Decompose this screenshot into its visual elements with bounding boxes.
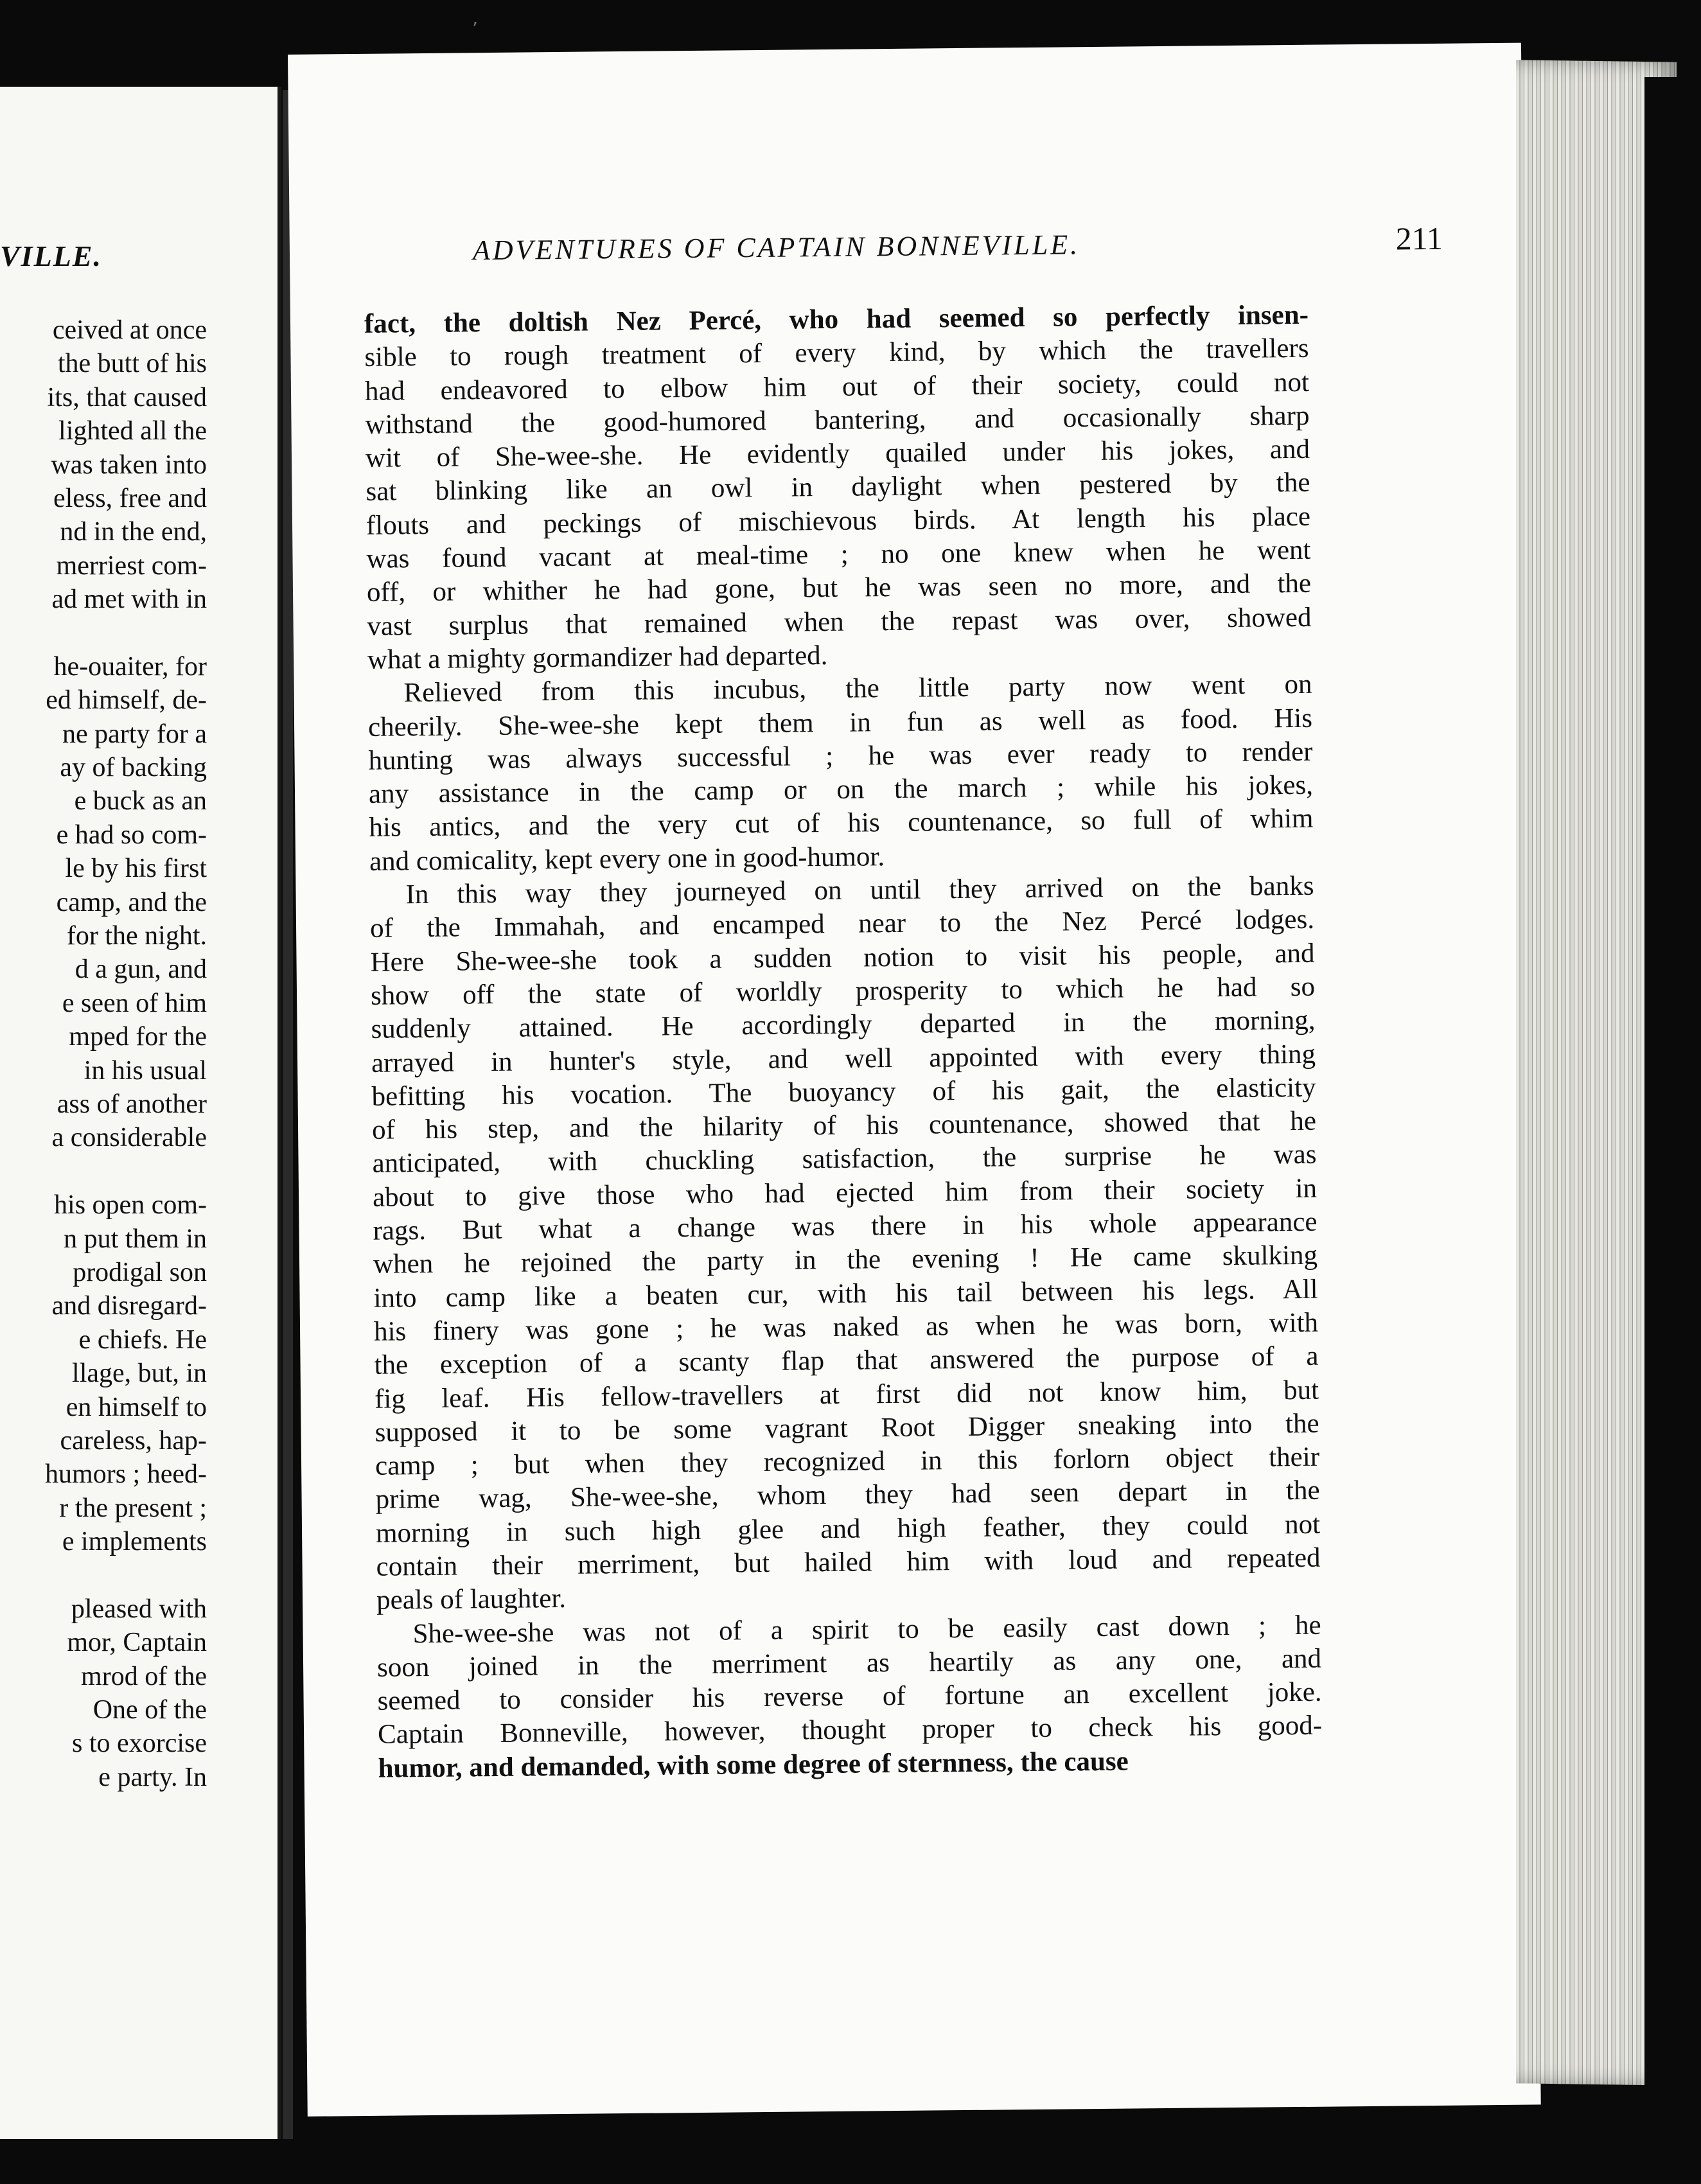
text-line: of his step, and the hilarity of his countenance, showed that he — [371, 1105, 1317, 1145]
text-line: arrayed in hunter's style, and well appointed with every thing — [371, 1039, 1316, 1079]
left-text-line: he-ouaiter, for — [53, 651, 207, 682]
text-line: She-wee-she was not of a spirit to be easily cast down ; he — [412, 1610, 1321, 1649]
left-text-line: its, that caused — [47, 382, 207, 412]
left-text-line: camp, and the — [56, 887, 207, 917]
text-line: In this way they journeyed on until they arrived on the banks — [405, 870, 1314, 910]
text-line: supposed it to be some vagrant Root Digger sneaking into the — [375, 1408, 1319, 1448]
text-line: his finery was gone ; he was naked as when he was born, with — [373, 1307, 1319, 1347]
left-text-line: ceived at once — [52, 315, 207, 345]
left-text-line: mor, Captain — [67, 1628, 207, 1658]
text-line: was found vacant at meal-time ; no one knew when he went — [366, 534, 1311, 574]
left-text-line: was taken into — [51, 450, 207, 480]
text-line: Relieved from this incubus, the little party now went on — [403, 669, 1312, 709]
paragraph — [367, 668, 1314, 879]
text-line: wit of She-wee-she. He evidently quailed under his jokes, and — [365, 434, 1310, 474]
text-line: show off the state of worldly prosperity to which he had so — [370, 971, 1316, 1011]
left-text-line: e had so com- — [56, 820, 207, 850]
left-text-line: e seen of him — [62, 988, 207, 1018]
left-text-line: mped for the — [69, 1022, 207, 1052]
text-line: sible to rough treatment of every kind, by which the travellers — [364, 333, 1309, 373]
left-text-line: pleased with — [71, 1594, 207, 1624]
left-text-line: merriest com- — [56, 550, 207, 581]
left-text-line: his open com- — [54, 1190, 207, 1220]
left-text-line: llage, but, in — [72, 1359, 207, 1389]
text-line: Here She-wee-she took a sudden notion to visit his people, and — [370, 938, 1315, 978]
left-text-line: e party. In — [98, 1762, 207, 1792]
text-line: humor, and demanded, with some degree of sternness, the cause — [378, 1746, 1129, 1784]
right-page — [288, 43, 1541, 2117]
text-line: peals of laughter. — [376, 1583, 567, 1616]
text-line: suddenly attained. He accordingly departed in the morning, — [371, 1005, 1316, 1045]
paragraph — [376, 1608, 1322, 1786]
left-text-line: nd in the end, — [60, 517, 207, 547]
left-text-line: the butt of his — [57, 349, 207, 379]
left-text-line: ne party for a — [62, 719, 207, 749]
left-text-line: a considerable — [51, 1123, 207, 1153]
text-line: the exception of a scanty flap that answered the purpose of a — [374, 1341, 1319, 1381]
text-line: prime wag, She-wee-she, whom they had seen depart in the — [375, 1475, 1320, 1515]
running-title: ADVENTURES OF CAPTAIN BONNEVILLE. — [472, 229, 1080, 267]
paragraph — [369, 870, 1321, 1618]
paragraph — [364, 299, 1312, 677]
left-text-line: humors ; heed- — [45, 1459, 207, 1490]
body-text — [364, 299, 1323, 1786]
text-line: into camp like a beaten cur, with his tail between his legs. All — [373, 1274, 1318, 1314]
left-running-head: VILLE. — [0, 240, 102, 272]
text-line: hunting was always successful ; he was ever ready to render — [368, 736, 1313, 776]
text-line: fig leaf. His fellow-travellers at first did not know him, but — [374, 1375, 1319, 1414]
text-line: camp ; but when they recognized in this forlorn object their — [375, 1441, 1320, 1481]
left-line-gap — [0, 1558, 207, 1592]
text-line: when he rejoined the party in the evening ! He came skulking — [373, 1240, 1318, 1280]
text-line: rags. But what a change was there in his whole appearance — [373, 1206, 1318, 1246]
text-line: vast surplus that remained when the repast was over, showed — [367, 602, 1312, 642]
left-text-line: le by his first — [65, 854, 207, 884]
text-line: contain their merriment, but hailed him with loud and repeated — [376, 1542, 1321, 1582]
left-text-line: d a gun, and — [75, 955, 207, 985]
text-line: befitting his vocation. The buoyancy of his gait, the elasticity — [371, 1072, 1316, 1112]
text-line: flouts and peckings of mischievous birds. At length his place — [366, 501, 1311, 541]
left-text-line: ad met with in — [51, 585, 207, 615]
left-text-line: mrod of the — [81, 1661, 207, 1691]
left-text-line: and disregard- — [51, 1291, 207, 1321]
left-text-line: One of the — [93, 1695, 207, 1725]
left-text-line: n put them in — [64, 1224, 207, 1254]
text-line: what a mighty gormandizer had departed. — [367, 640, 828, 675]
left-text-line: ed himself, de- — [46, 685, 207, 716]
text-line: any assistance in the camp or on the march ; while his jokes, — [368, 770, 1314, 809]
text-line: about to give those who had ejected him from their society in — [372, 1173, 1318, 1213]
text-line: Captain Bonneville, however, thought proper to check his good- — [377, 1711, 1323, 1750]
left-facing-page — [0, 87, 281, 2139]
left-line-gap — [0, 617, 207, 650]
text-line: and comicality, kept every one in good-humor. — [369, 841, 885, 877]
text-line: of the Immahah, and encamped near to the Nez Percé lodges. — [369, 904, 1315, 944]
left-text-line: careless, hap- — [60, 1425, 207, 1456]
left-text-line: for the night. — [66, 921, 207, 951]
text-line: soon joined in the merriment as heartily as any one, and — [376, 1643, 1322, 1683]
text-line: cheerily. She-wee-she kept them in fun as well as food. His — [367, 703, 1313, 743]
text-line: withstand the good-humored bantering, and occasionally sharp — [365, 400, 1310, 440]
left-line-gap — [0, 1155, 207, 1188]
left-text-line: r the present ; — [59, 1493, 207, 1523]
left-text-line: en himself to — [66, 1392, 207, 1422]
text-line: his antics, and the very cut of his countenance, so full of whim — [369, 804, 1314, 843]
left-text-line: ass of another — [57, 1089, 207, 1119]
text-line: fact, the doltish Nez Percé, who had seemed so perfectly insen- — [364, 299, 1309, 339]
left-text-line: e chiefs. He — [78, 1325, 207, 1355]
scan-background-edge — [1644, 77, 1701, 2184]
left-text-line: prodigal son — [73, 1257, 207, 1287]
running-head — [472, 220, 1443, 272]
left-text-line: in his usual — [84, 1055, 207, 1086]
text-line: anticipated, with chuckling satisfaction, the surprise he was — [372, 1140, 1317, 1179]
left-page-text — [0, 313, 207, 1794]
text-line: off, or whither he had gone, but he was seen no more, and the — [366, 568, 1312, 608]
text-line: seemed to consider his reverse of fortune an excellent joke. — [377, 1677, 1322, 1716]
left-text-line: ay of backing — [60, 753, 207, 783]
left-text-line: e buck as an — [74, 786, 207, 816]
left-text-line: e implements — [62, 1527, 207, 1557]
left-text-line: eless, free and — [53, 483, 207, 513]
page-number: 211 — [1395, 220, 1443, 257]
text-line: sat blinking like an owl in daylight when pestered by the — [366, 468, 1310, 507]
left-text-line: lighted all the — [58, 416, 207, 446]
left-text-line: s to exorcise — [72, 1729, 207, 1759]
scan-artifact-mark: ’ — [472, 18, 478, 39]
text-line: morning in such high glee and high feather, they could not — [375, 1509, 1321, 1549]
text-line: had endeavored to elbow him out of their society, could not — [364, 367, 1310, 407]
